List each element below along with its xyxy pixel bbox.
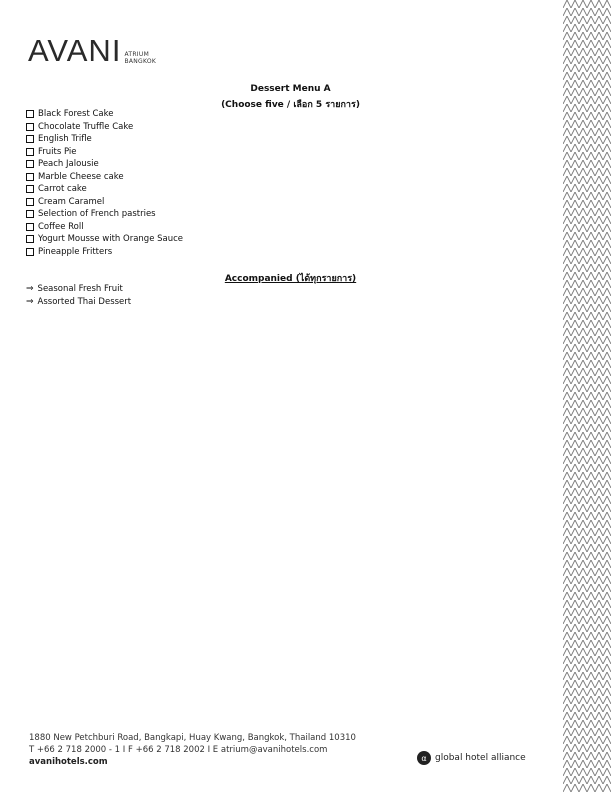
checkbox[interactable] [26, 185, 34, 193]
dessert-label: Cream Caramel [38, 196, 105, 207]
checkbox[interactable] [26, 123, 34, 131]
dessert-label: Selection of French pastries [38, 209, 156, 220]
dessert-label: English Trifle [38, 134, 92, 145]
checkbox[interactable] [26, 210, 34, 218]
checkbox[interactable] [26, 160, 34, 168]
dessert-item [26, 171, 183, 184]
logo-wordmark: AVANI [28, 33, 122, 68]
menu-title: Dessert Menu A [250, 84, 331, 94]
arrow-icon: ⇒ [26, 284, 34, 295]
dessert-item [26, 196, 183, 209]
dessert-item [26, 246, 183, 259]
dessert-label: Peach Jalousie [38, 159, 99, 170]
checkbox[interactable] [26, 173, 34, 181]
checkbox[interactable] [26, 248, 34, 256]
accompanied-label: Assorted Thai Dessert [37, 296, 132, 307]
checkbox[interactable] [26, 110, 34, 118]
dessert-label: Marble Cheese cake [38, 171, 124, 182]
dessert-label: Pineapple Fritters [38, 246, 113, 257]
footer-address: 1880 New Petchburi Road, Bangkapi, Huay Kwang, Bangkok, Thailand 10310 [29, 733, 356, 743]
arrow-icon: ⇒ [26, 296, 34, 307]
dessert-label: Fruits Pie [38, 146, 77, 157]
dessert-item [26, 183, 183, 196]
chevron-pattern-decoration [563, 0, 611, 792]
gha-logo-icon: α [417, 751, 431, 765]
checkbox[interactable] [26, 223, 34, 231]
accompanied-item [26, 296, 131, 309]
checkbox[interactable] [26, 135, 34, 143]
logo-subtitle [124, 51, 156, 65]
dessert-item [26, 108, 183, 121]
dessert-item [26, 146, 183, 159]
dessert-label: Black Forest Cake [38, 109, 114, 120]
checkbox[interactable] [26, 148, 34, 156]
dessert-list [26, 108, 183, 258]
logo-sub-line2: BANGKOK [124, 58, 157, 65]
gha-label: global hotel alliance [435, 753, 526, 763]
avani-logo [28, 33, 157, 68]
dessert-item [26, 221, 183, 234]
dessert-item [26, 158, 183, 171]
dessert-label: Carrot cake [38, 184, 87, 195]
accompanied-title: Accompanied (ได้ทุกรายการ) [224, 274, 357, 284]
dessert-item [26, 208, 183, 221]
accompanied-label: Seasonal Fresh Fruit [37, 284, 123, 295]
dessert-label: Chocolate Truffle Cake [38, 121, 134, 132]
gha-brand [417, 751, 526, 765]
dessert-item [26, 133, 183, 146]
accompanied-item [26, 283, 131, 296]
footer-website[interactable]: avanihotels.com [29, 757, 108, 767]
dessert-label: Coffee Roll [38, 221, 84, 232]
dessert-item [26, 233, 183, 246]
logo-sub-line1: ATRIUM [124, 51, 150, 58]
dessert-item [26, 121, 183, 134]
footer-contact: T +66 2 718 2000 - 1 I F +66 2 718 2002 I E atrium@avanihotels.com [29, 745, 328, 755]
dessert-label: Yogurt Mousse with Orange Sauce [38, 234, 184, 245]
accompanied-list [26, 283, 131, 308]
menu-subtitle: (Choose five / เลือก 5 รายการ) [221, 100, 360, 110]
checkbox[interactable] [26, 235, 34, 243]
footer [29, 732, 356, 768]
checkbox[interactable] [26, 198, 34, 206]
